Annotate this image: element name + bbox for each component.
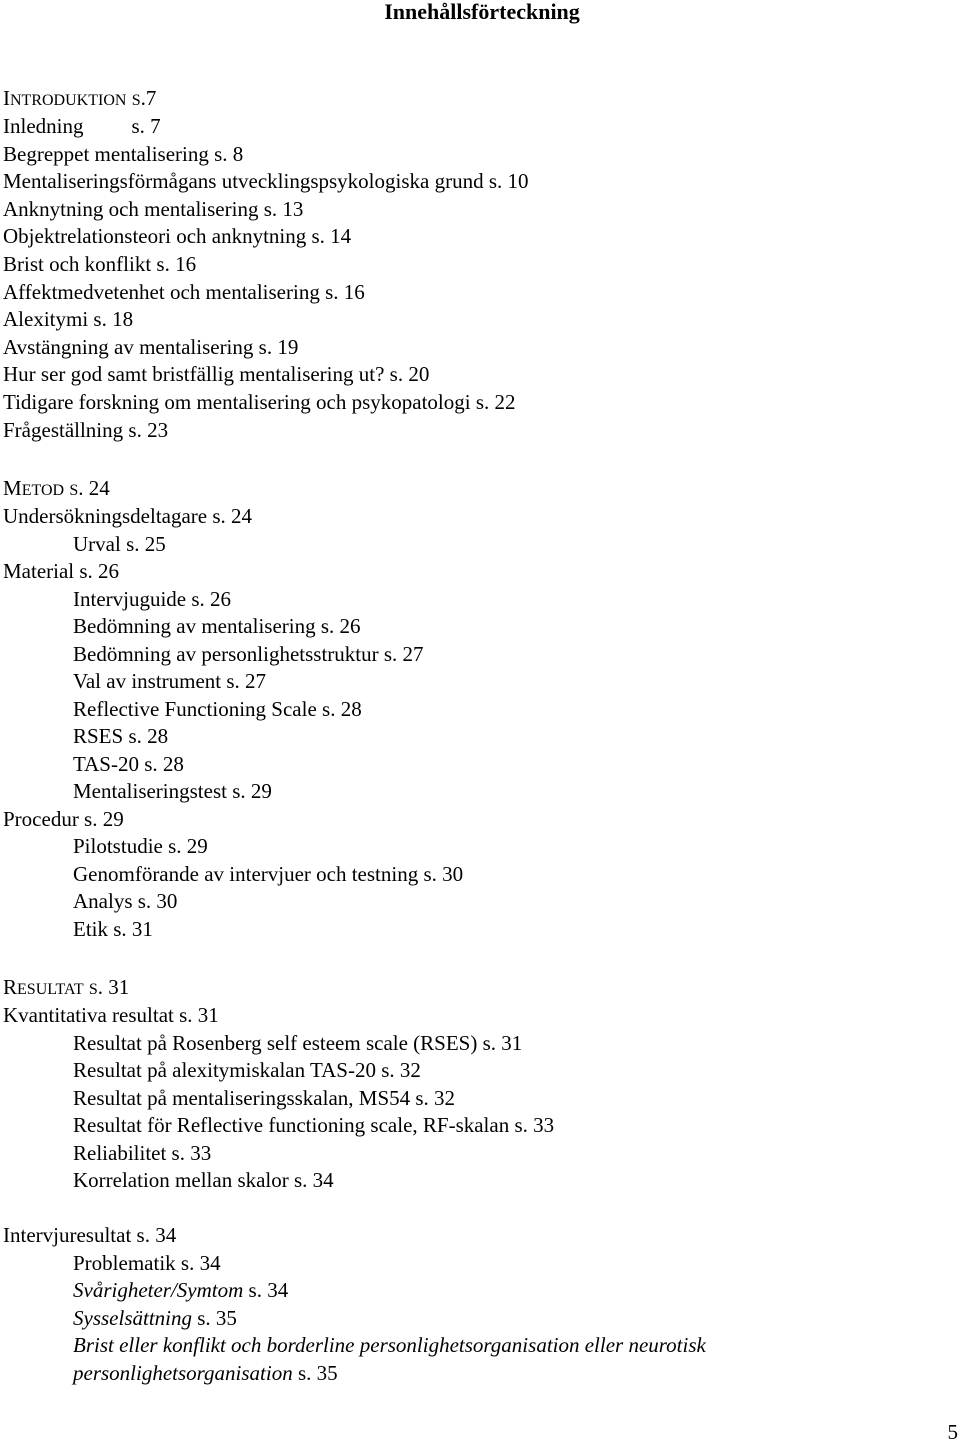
toc-subentry: Reliabilitet s. 33 [73, 1141, 212, 1165]
toc-subentry: Urval s. 25 [73, 532, 166, 556]
toc-entry: Brist och konflikt s. 16 [3, 252, 197, 276]
toc-entry: Alexitymi s. 18 [3, 307, 134, 331]
toc-subentry: Problematik s. 34 [73, 1251, 221, 1275]
toc-subentry: Val av instrument s. 27 [73, 669, 267, 693]
toc-entry: Material s. 26 [3, 559, 120, 583]
toc-subentry: RSES s. 28 [73, 724, 169, 748]
toc-entry: Hur ser god samt bristfällig mentalisering ut? s. 20 [3, 362, 430, 386]
toc-entry: Mentaliseringsförmågans utvecklingspsykologiska grund s. 10 [3, 169, 529, 193]
toc-entry: Affektmedvetenhet och mentalisering s. 16 [3, 280, 365, 304]
toc-entry: Kvantitativa resultat s. 31 [3, 1003, 219, 1027]
toc-entry: Undersökningsdeltagare s. 24 [3, 504, 253, 528]
toc-subentry: Intervjuguide s. 26 [73, 587, 232, 611]
toc-entry: Avstängning av mentalisering s. 19 [3, 335, 299, 359]
toc-subentry: Resultat på mentaliseringsskalan, MS54 s. 32 [73, 1086, 456, 1110]
toc-subentry: Resultat på alexitymiskalan TAS-20 s. 32 [73, 1058, 421, 1082]
toc-entry: Begreppet mentalisering s. 8 [3, 142, 244, 166]
toc-subentry: Brist eller konflikt och borderline personlighetsorganisation eller neurotisk [73, 1333, 706, 1357]
toc-subentry: Svårigheter/Symtom s. 34 [73, 1278, 289, 1302]
section-heading-metod: METOD S. 24 [3, 476, 110, 500]
toc-entry: Objektrelationsteori och anknytning s. 14 [3, 224, 352, 248]
toc-entry: Procedur s. 29 [3, 807, 124, 831]
section-heading-resultat: RESULTAT S. 31 [3, 975, 130, 999]
toc-subentry: Resultat på Rosenberg self esteem scale (RSES) s. 31 [73, 1031, 523, 1055]
toc-subentry: Genomförande av intervjuer och testning s. 30 [73, 862, 464, 886]
toc-entry: Tidigare forskning om mentalisering och psykopatologi s. 22 [3, 390, 516, 414]
toc-subentry: TAS-20 s. 28 [73, 752, 184, 776]
toc-entry: Intervjuresultat s. 34 [3, 1223, 177, 1247]
toc-subentry: Resultat för Reflective functioning scale, RF-skalan s. 33 [73, 1113, 555, 1137]
toc-subentry: Reflective Functioning Scale s. 28 [73, 697, 362, 721]
toc-subentry: Etik s. 31 [73, 917, 153, 941]
toc-subentry: Bedömning av personlighetsstruktur s. 27 [73, 642, 424, 666]
toc-subentry: Sysselsättning s. 35 [73, 1306, 237, 1330]
section-heading-introduktion: INTRODUKTION S.7 [3, 86, 157, 110]
page-title: Innehållsförteckning [384, 0, 580, 24]
toc-subentry: Analys s. 30 [73, 889, 178, 913]
toc-entry: Inledning s. 7 [3, 114, 161, 138]
toc-entry: Frågeställning s. 23 [3, 418, 169, 442]
toc-subentry: Pilotstudie s. 29 [73, 834, 208, 858]
toc-subentry: Mentaliseringstest s. 29 [73, 779, 272, 803]
toc-subentry: personlighetsorganisation s. 35 [73, 1361, 338, 1385]
toc-subentry: Korrelation mellan skalor s. 34 [73, 1168, 334, 1192]
toc-subentry: Bedömning av mentalisering s. 26 [73, 614, 361, 638]
toc-entry: Anknytning och mentalisering s. 13 [3, 197, 304, 221]
page-number: 5 [947, 1420, 958, 1444]
